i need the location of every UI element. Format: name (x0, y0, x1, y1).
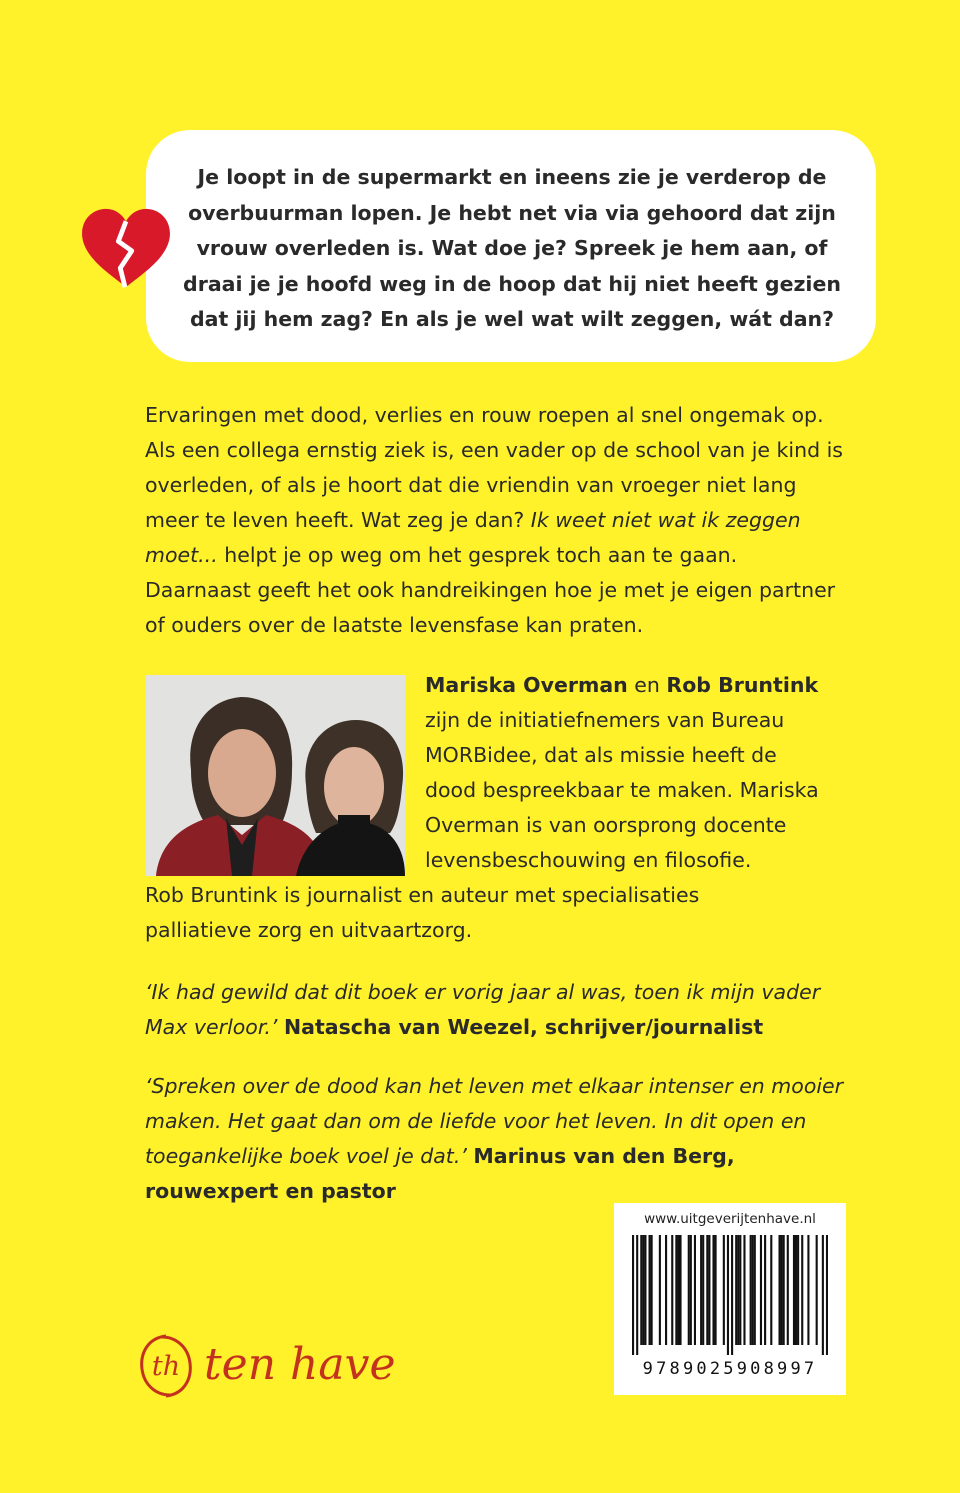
bio-line: Overman is van oorsprong docente (425, 813, 787, 837)
barcode-bar (826, 1235, 828, 1355)
barcode-bar (702, 1235, 704, 1345)
review-quote-source: Natascha van Weezel, schrijver/journalist (283, 1015, 764, 1039)
barcode-bar (764, 1235, 766, 1345)
barcode-bar (723, 1235, 725, 1345)
barcode-bar (642, 1235, 644, 1345)
barcode-bar (752, 1235, 754, 1345)
review-quote (145, 975, 865, 1045)
barcode-bar (690, 1235, 692, 1345)
barcode-bar (671, 1235, 673, 1345)
barcode-bar (781, 1235, 783, 1345)
author-name-1: Mariska Overman (425, 673, 628, 697)
barcode-bar (694, 1235, 696, 1345)
bio-line: zijn de initiatiefnemers van Bureau (425, 708, 785, 732)
barcode-bar (787, 1235, 789, 1345)
publisher-logo-letters: th (151, 1351, 181, 1382)
barcode-bar (795, 1235, 797, 1345)
intro-question-text: Je loopt in de supermarkt en ineens zie je verderop de overbuurman lopen. Je hebt net via via gehoord dat zijn vrouw overleden is. Wat doe je? Spreek je hem aan, of draai je je hoofd weg in de hoop dat hij niet heeft gezien dat jij hem zag? En als je wel wat wilt zeggen, wát dan? (183, 165, 841, 331)
bio-line: dood bespreekbaar te maken. Mariska (425, 778, 819, 802)
book-description (145, 398, 845, 643)
review-quote-text: ‘Spreken over de dood kan het leven met elkaar intenser en mooier maken. Het gaat dan om de liefde voor het leven. In dit open en toegankelijke boek voel je dat.’ (145, 1074, 844, 1168)
book-title-italic: Ik weet niet wat ik zeggen moet... (145, 508, 801, 567)
author-names-line (145, 668, 845, 703)
barcode-bar (712, 1235, 714, 1345)
barcode-bar (644, 1235, 646, 1345)
barcode-bar (793, 1235, 795, 1345)
barcode-bar (783, 1235, 785, 1345)
barcode-bar (677, 1235, 679, 1345)
description-part1: Ervaringen met dood, verlies en rouw roepen al snel ongemak op. Als een collega ernstig ziek is, een vader op de school van je kind is overleden, of als je hoort dat die vriendin van vroeger niet lang meer te leven heeft. Wat zeg je dan? (145, 403, 843, 532)
barcode-bar (778, 1235, 780, 1345)
barcode-bar (688, 1235, 690, 1345)
barcode-bar (737, 1235, 739, 1345)
barcode-bar (659, 1235, 661, 1345)
review-quote-source: Marinus van den Berg, rouwexpert en pastor (145, 1144, 735, 1203)
author-bio (145, 668, 845, 948)
barcode-bar (816, 1235, 818, 1345)
description-part2: helpt je op weg om het gesprek toch aan te gaan. Daarnaast geeft het ook handreikingen hoe je met je eigen partner of ouders over de laatste levensfase kan praten. (145, 543, 836, 637)
publisher-name: ten have (204, 1339, 396, 1390)
barcode-bar (754, 1235, 756, 1345)
barcode-bar (807, 1235, 809, 1345)
barcode (632, 1235, 828, 1355)
barcode-bar (706, 1235, 708, 1345)
bio-line: palliatieve zorg en uitvaartzorg. (145, 918, 473, 942)
barcode-bar (801, 1235, 803, 1345)
author-connector: en (627, 673, 667, 697)
barcode-bar (760, 1235, 762, 1345)
barcode-bar (640, 1235, 642, 1345)
barcode-bar (735, 1235, 737, 1345)
bio-line: Rob Bruntink is journalist en auteur met specialisaties (145, 883, 700, 907)
barcode-bar (675, 1235, 677, 1345)
barcode-bar (750, 1235, 752, 1345)
barcode-bar (649, 1235, 651, 1345)
barcode-bar (715, 1235, 717, 1345)
bio-line: levensbeschouwing en filosofie. (425, 848, 752, 872)
barcode-bar (822, 1235, 824, 1355)
author-name-2: Rob Bruntink (666, 673, 819, 697)
barcode-bar (727, 1235, 729, 1355)
publisher-logo-icon (136, 1333, 196, 1399)
barcode-bar (770, 1235, 772, 1345)
barcode-bar (700, 1235, 702, 1345)
barcode-bar (797, 1235, 799, 1345)
review-quote-text: ‘Ik had gewild dat dit boek er vorig jaar al was, toen ik mijn vader Max verloor.’ (145, 980, 821, 1039)
barcode-bar (679, 1235, 681, 1345)
barcode-bar (739, 1235, 741, 1345)
review-quote (145, 1069, 865, 1209)
barcode-bar (708, 1235, 710, 1345)
barcode-bar (731, 1235, 733, 1355)
isbn-number: 9789025908997 (642, 1359, 818, 1379)
barcode-bar (743, 1235, 745, 1345)
bio-line: MORBidee, dat als missie heeft de (425, 743, 777, 767)
barcode-bar (665, 1235, 667, 1345)
broken-heart-icon (78, 205, 174, 291)
publisher-website: www.uitgeverijtenhave.nl (644, 1211, 816, 1227)
barcode-bar (636, 1235, 638, 1355)
barcode-bar (651, 1235, 653, 1345)
barcode-panel (614, 1203, 846, 1395)
barcode-bar (632, 1235, 634, 1355)
